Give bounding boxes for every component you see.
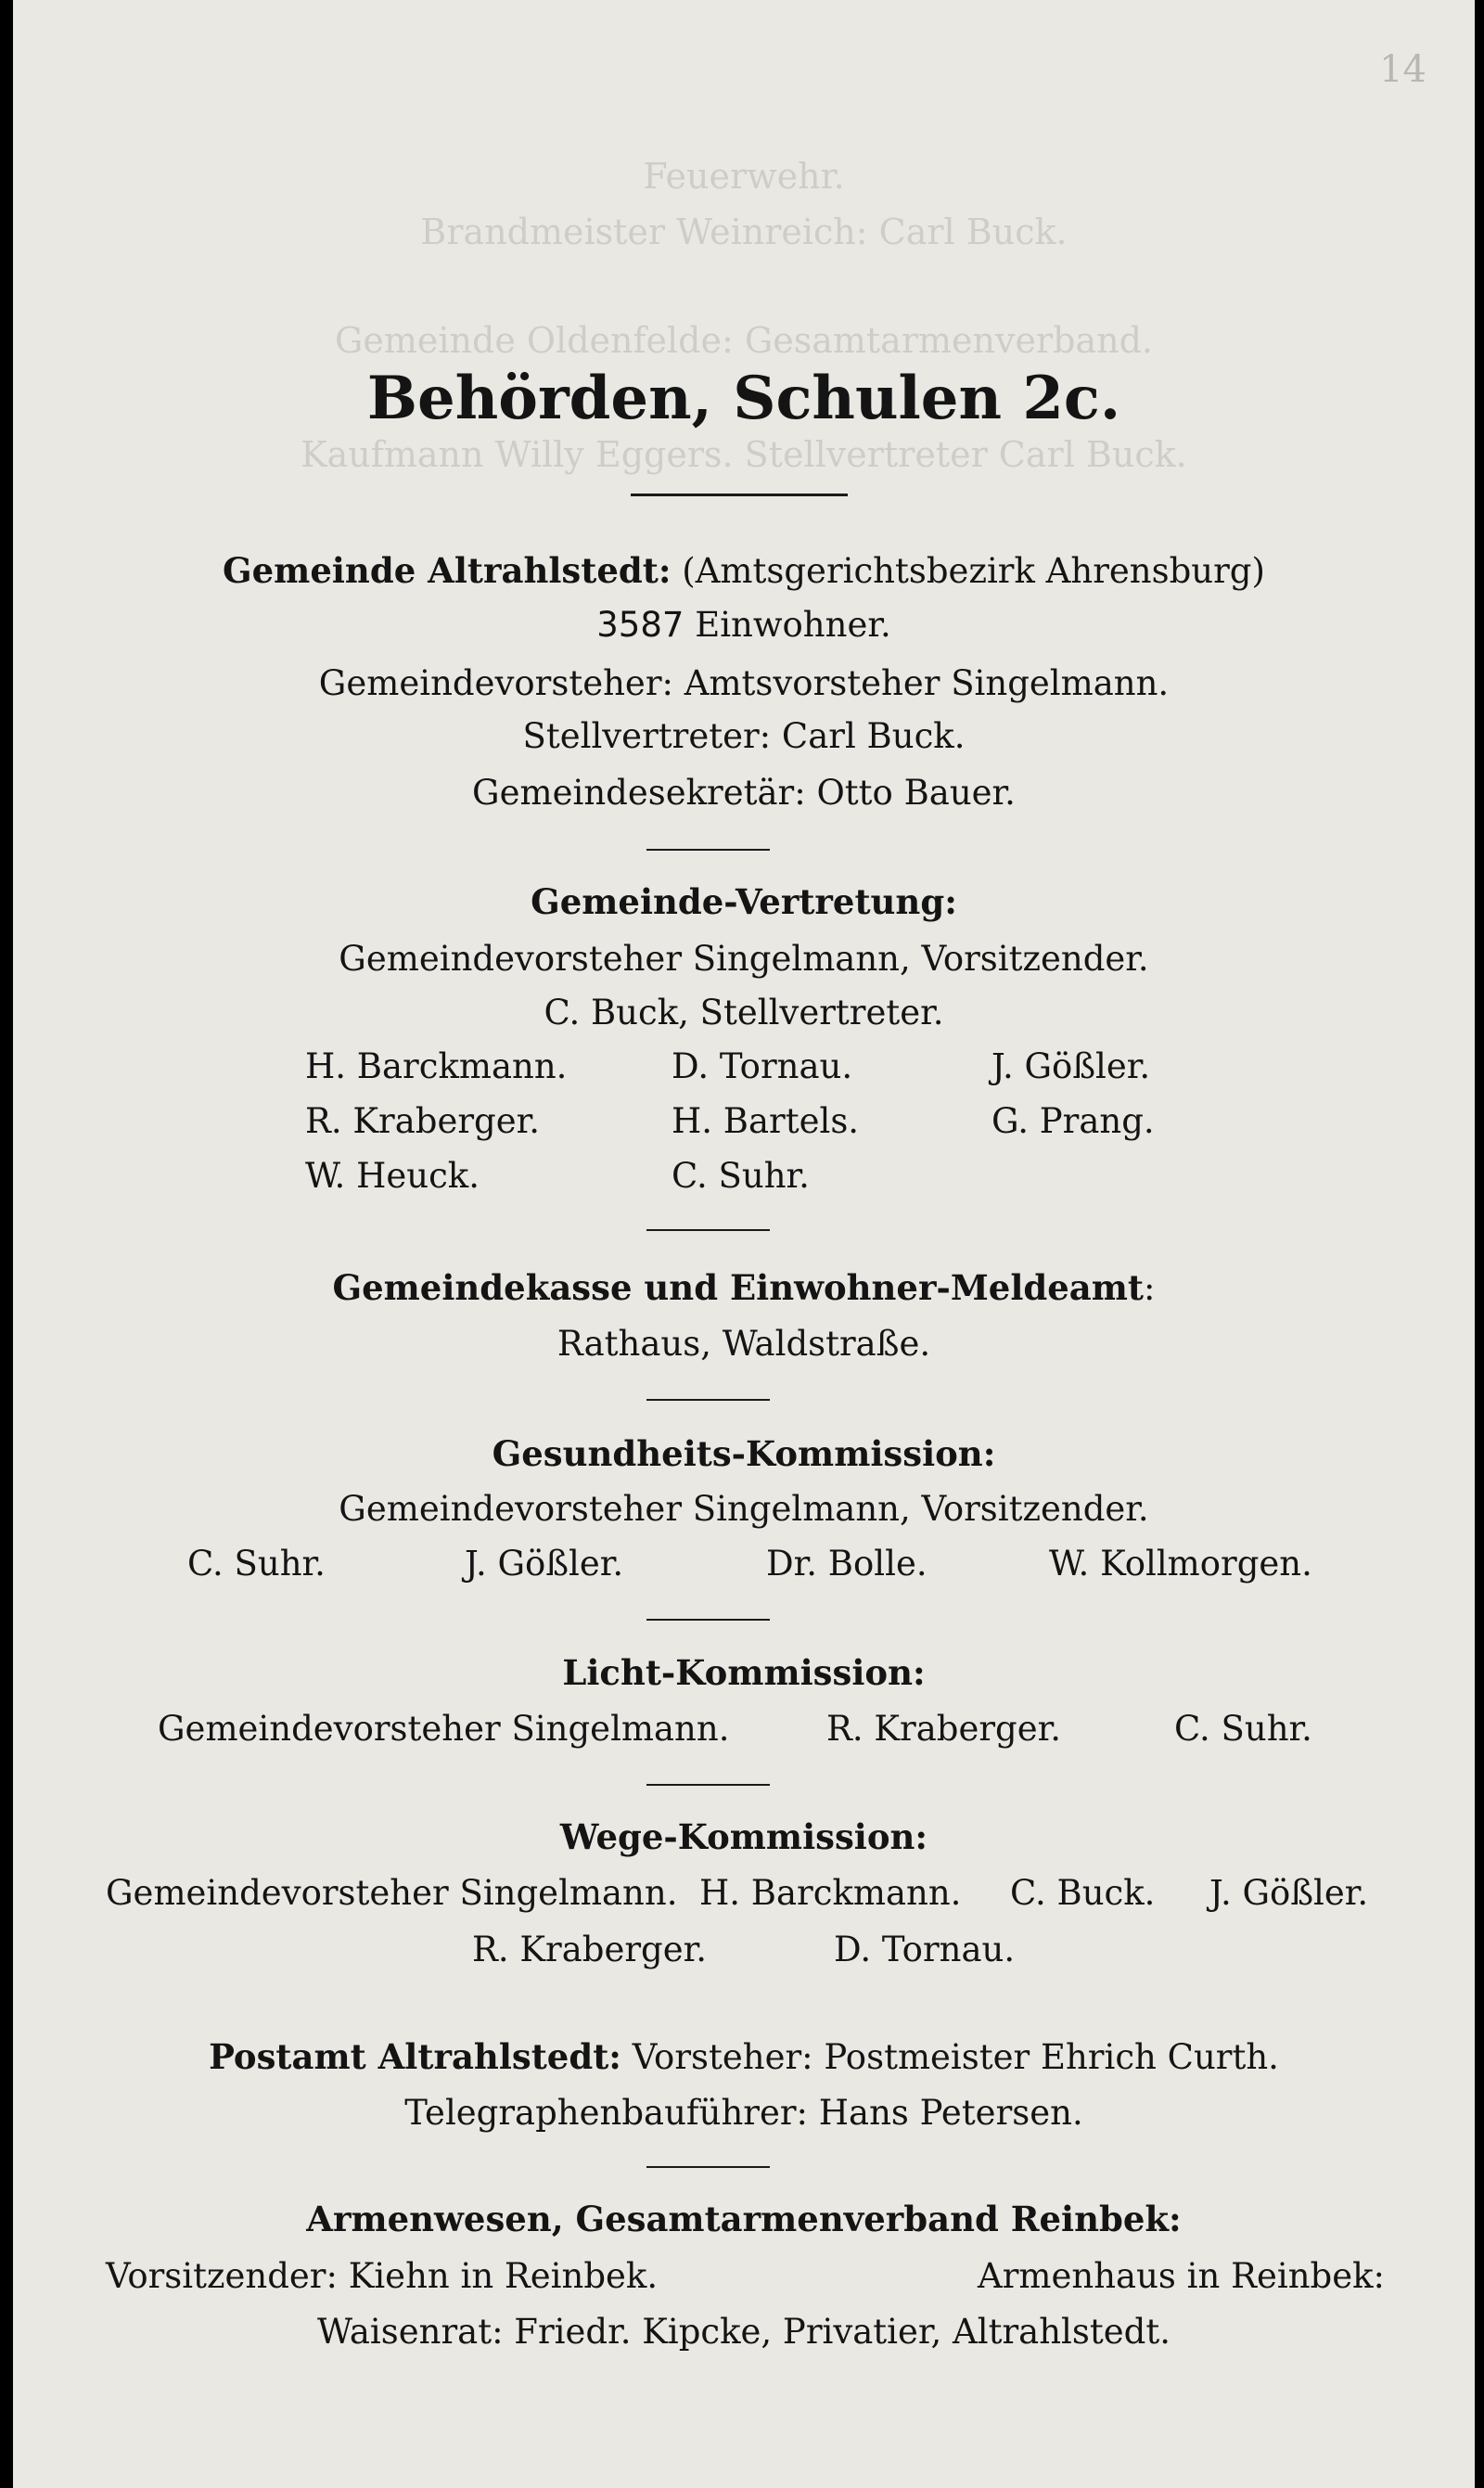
wege-member: H. Barckmann. (699, 1873, 962, 1913)
gemeinde-population (13, 605, 1475, 645)
gesundheit-member: W. Kollmorgen. (1049, 1544, 1312, 1584)
vertretung-deputy: C. Buck, Stellvertreter. (544, 993, 944, 1032)
licht-member: R. Kraberger. (826, 1709, 1062, 1749)
gesundheit-heading: Gesundheits-Kommission: (492, 1433, 996, 1474)
vertretung-member: R. Kraberger. (305, 1101, 541, 1141)
vertretung-member: C. Suhr. (672, 1156, 810, 1196)
post-telegraph: Telegraphenbauführer: Hans Petersen. (404, 2093, 1083, 2133)
bleed-through-line: Gemeinde Oldenfelde: Gesamtarmenverband. (335, 320, 1153, 361)
licht-member: Gemeindevorsteher Singelmann. (158, 1709, 730, 1749)
wege-member: R. Kraberger. (472, 1930, 708, 1969)
gesundheit-member: J. Gößler. (465, 1544, 624, 1584)
section-rule (646, 849, 770, 851)
armen-vorsitzender: Vorsitzender: Kiehn in Reinbek. (106, 2256, 659, 2296)
post-heading-line (13, 2036, 1475, 2077)
bleed-through-line: Brandmeister Weinreich: Carl Buck. (420, 212, 1068, 252)
page-title: Behörden, Schulen 2c. (366, 364, 1121, 433)
wege-member: J. Gößler. (1209, 1873, 1369, 1913)
wege-heading: Wege-Kommission: (559, 1816, 928, 1857)
armen-armenhaus: Armenhaus in Reinbek: (978, 2256, 1385, 2296)
armen-waisenrat: Waisenrat: Friedr. Kipcke, Privatier, Altrahlstedt. (317, 2312, 1171, 2352)
gemeinde-heading-line (13, 550, 1475, 591)
kasse-colon: : (1144, 1268, 1156, 1308)
gesundheit-chair: Gemeindevorsteher Singelmann, Vorsitzender. (339, 1489, 1149, 1529)
gesundheit-member: Dr. Bolle. (766, 1544, 928, 1584)
post-vorsteher: Vorsteher: Postmeister Ehrich Curth. (632, 2037, 1279, 2077)
gesundheit-member: C. Suhr. (187, 1544, 326, 1584)
document-page (13, 0, 1475, 2488)
licht-member: C. Suhr. (1174, 1709, 1312, 1749)
section-rule (646, 2166, 770, 2168)
vertretung-member: D. Tornau. (672, 1046, 853, 1086)
wege-member: Gemeindevorsteher Singelmann. (106, 1873, 678, 1913)
wege-member: D. Tornau. (834, 1930, 1016, 1969)
gemeinde-sekretaer: Gemeindesekretär: Otto Bauer. (472, 773, 1016, 813)
vertretung-member: H. Bartels. (672, 1101, 860, 1141)
section-rule (646, 1399, 770, 1401)
vertretung-chair: Gemeindevorsteher Singelmann, Vorsitzender. (339, 939, 1149, 979)
vertretung-heading: Gemeinde-Vertretung: (531, 881, 957, 922)
gemeinde-heading: Gemeinde Altrahlstedt: (223, 550, 672, 591)
vertretung-member: W. Heuck. (305, 1156, 480, 1196)
vertretung-member: J. Gößler. (991, 1046, 1151, 1086)
vertretung-member: G. Prang. (991, 1101, 1155, 1141)
gemeinde-vorsteher: Gemeindevorsteher: Amtsvorsteher Singelmann. (318, 663, 1170, 703)
post-heading: Postamt Altrahlstedt: (209, 2036, 621, 2077)
page-number: 14 (1379, 48, 1426, 91)
bleed-through-line: Kaufmann Willy Eggers. Stellvertreter Carl Buck. (301, 434, 1187, 475)
licht-heading: Licht-Kommission: (562, 1652, 926, 1693)
kasse-heading-line (13, 1267, 1475, 1308)
title-rule (631, 494, 848, 496)
gemeinde-district: (Amtsgerichtsbezirk Ahrensburg) (682, 551, 1265, 591)
armen-heading: Armenwesen, Gesamtarmenverband Reinbek: (306, 2199, 1182, 2239)
section-rule (646, 1784, 770, 1786)
gemeinde-stellvertreter: Stellvertreter: Carl Buck. (522, 716, 966, 756)
section-rule (646, 1229, 770, 1231)
section-rule (646, 1619, 770, 1621)
bleed-through-line: Feuerwehr. (643, 156, 845, 197)
wege-member: C. Buck. (1010, 1873, 1156, 1913)
vertretung-member: H. Barckmann. (305, 1046, 568, 1086)
kasse-address: Rathaus, Waldstraße. (556, 1324, 931, 1364)
population-label: Einwohner. (695, 605, 891, 645)
kasse-heading: Gemeindekasse und Einwohner-Meldeamt (332, 1267, 1145, 1308)
population-number: 3587 (596, 605, 684, 645)
